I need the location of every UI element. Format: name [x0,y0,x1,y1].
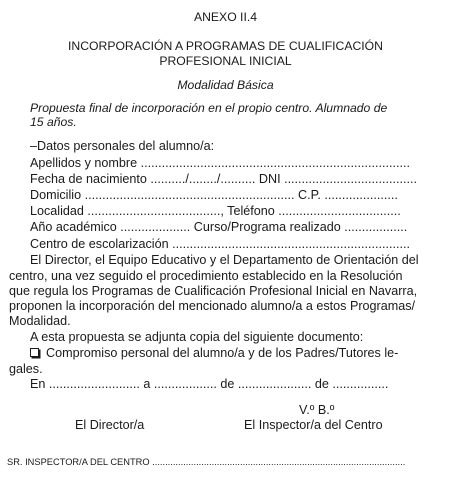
attachment-item [30,347,398,360]
inspector-signature-label: El Inspector/a del Centro [244,418,383,432]
recipient-line: SR. INSPECTOR/A DEL CENTRO .................................................................................................. [7,457,406,467]
body-line-5: Modalidad. [9,314,71,328]
proposal-line-1: Propuesta final de incorporación en el propio centro. Alumnado de [30,101,388,115]
modality: Modalidad Básica [177,78,274,92]
body-line-4: proponen la incorporación del mencionado alumno/a a estos Programas/ [9,299,416,313]
address-field: Domicilio ............................................................ C.P. ..................... [30,188,398,202]
town-field: Localidad ......................................, Teléfono ................................... [30,204,401,218]
body-line-2: centro, una vez seguido el procedimiento establecido en la Resolución [9,269,403,283]
birth-date-field: Fecha de nacimiento ........../......../.......... DNI ...................................... [30,172,418,186]
vobo-label: V.º B.º [299,403,335,417]
place-date-line: En .......................... a .................. de ..................... de ................ [30,377,389,391]
director-signature-label: El Director/a [75,418,145,432]
body-line-3: que regula los Programas de Cualificación Profesional Inicial en Navarra, [9,284,418,298]
title-line-2: PROFESIONAL INICIAL [159,54,292,68]
annex-label: ANEXO II.4 [194,10,257,24]
body-line-1: El Director, el Equipo Educativo y el Departamento de Orientación del [30,253,419,267]
personal-data-heading: –Datos personales del alumno/a: [30,139,215,153]
surname-field: Apellidos y nombre ............................................................................. [30,156,411,170]
academic-year-field: Año académico .................... Curso/Programa realizado .................. [30,220,408,234]
attachment-intro: A esta propuesta se adjunta copia del siguiente documento: [30,330,364,344]
attachment-item-continuation: gales. [9,362,43,376]
attachment-item-text: Compromiso personal del alumno/a y de los Padres/Tutores le- [46,346,399,360]
checkbox-icon [30,348,39,357]
title-line-1: INCORPORACIÓN A PROGRAMAS DE CUALIFICACIÓN [68,39,383,53]
proposal-line-2: 15 años. [30,115,77,129]
school-field: Centro de escolarización .................................................................... [30,237,411,251]
